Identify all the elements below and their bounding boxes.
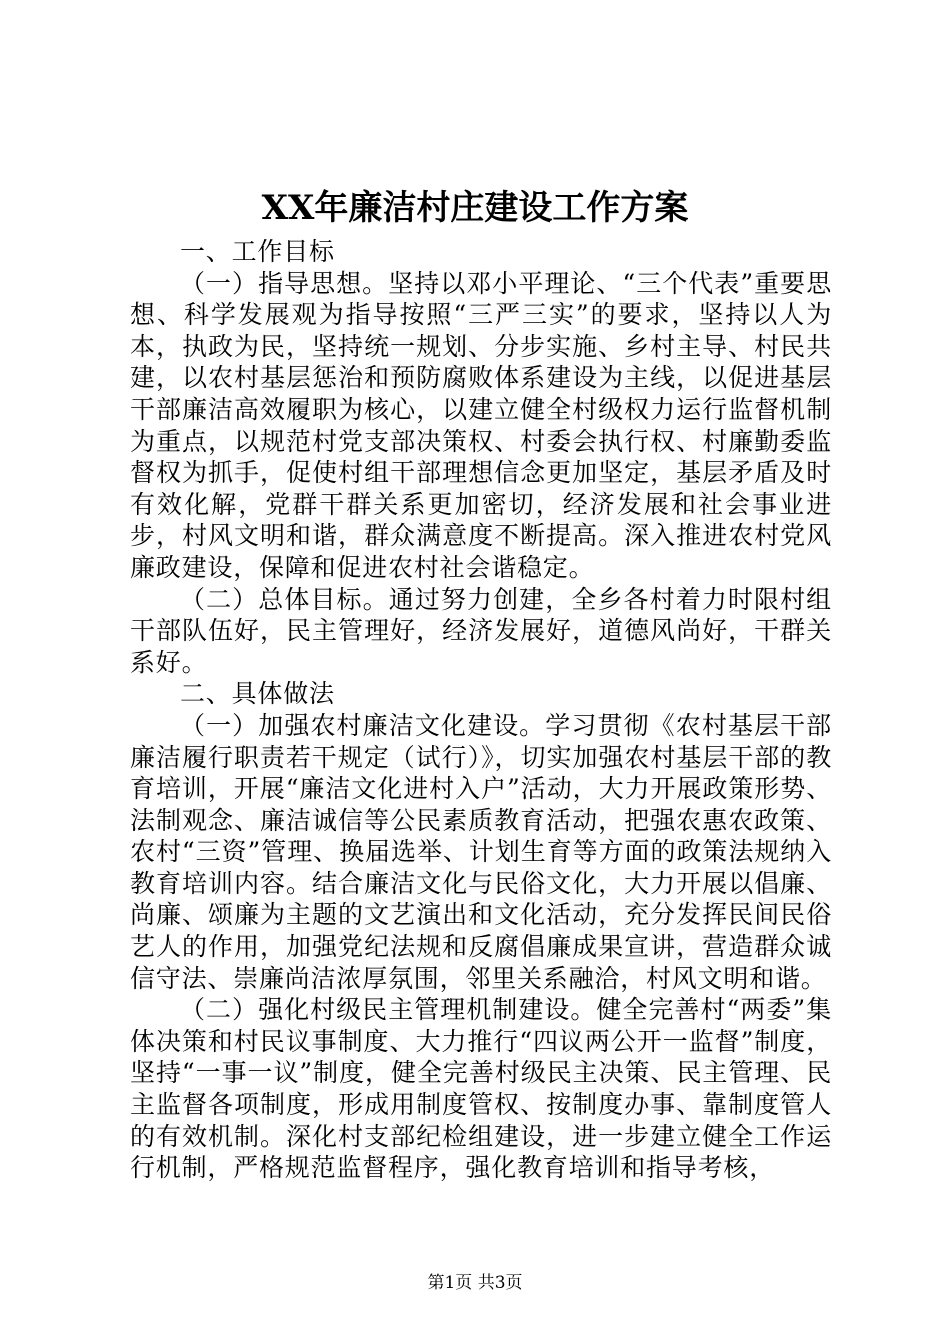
page-number-footer: 第1页 共3页 (427, 1273, 523, 1293)
paragraph-overall-goal: （二）总体目标。通过努力创建，全乡各村着力时限村组干部队伍好，民主管理好，经济发展好，道德风尚好，干群关系好。 (130, 584, 832, 677)
document-title: XX年廉洁村庄建设工作方案 (261, 188, 689, 228)
section-heading-goals: 一、工作目标 (180, 237, 335, 266)
section-heading-methods: 二、具体做法 (180, 679, 335, 709)
document-body (130, 236, 832, 1184)
paragraph-clean-culture: （一）加强农村廉洁文化建设。学习贯彻《农村基层干部廉洁履行职责若干规定（试行）》，切实加强农村基层干部的教育培训，开展“廉洁文化进村入户”活动，大力开展政策形势、法制观念、廉洁诚信等公民素质教育活动，把强农惠农政策、农村“三资”管理、换届选举、计划生育等方面的政策法规纳入教育培训内容。结合廉洁文化与民俗文化，大力开展以倡廉、尚廉、颂廉为主题的文艺演出和文化活动，充分发挥民间民俗艺人的作用，加强党纪法规和反腐倡廉成果宣讲，营造群众诚信守法、崇廉尚洁浓厚氛围，邻里关系融洽，村风文明和谐。 (130, 710, 832, 993)
paragraph-guiding-ideology: （一）指导思想。坚持以邓小平理论、“三个代表”重要思想、科学发展观为指导按照“三严三实”的要求，坚持以人为本，执政为民，坚持统一规划、分步实施、乡村主导、村民共建，以农村基层惩治和预防腐败体系建设为主线，以促进基层干部廉洁高效履职为核心，以建立健全村级权力运行监督机制为重点，以规范村党支部决策权、村委会执行权、村廉勤委监督权为抓手，促使村组干部理想信念更加坚定，基层矛盾及时有效化解，党群干群关系更加密切，经济发展和社会事业进步，村风文明和谐，群众满意度不断提高。深入推进农村党风廉政建设，保障和促进农村社会谐稳定。 (130, 268, 832, 582)
paragraph-democratic-management: （二）强化村级民主管理机制建设。健全完善村“两委”集体决策和村民议事制度、大力推行“四议两公开一监督”制度，坚持“一事一议”制度，健全完善村级民主决策、民主管理、民主监督各项制度，形成用制度管权、按制度办事、靠制度管人的有效机制。深化村支部纪检组建设，进一步建立健全工作运行机制，严格规范监督程序，强化教育培训和指导考核， (130, 995, 832, 1183)
